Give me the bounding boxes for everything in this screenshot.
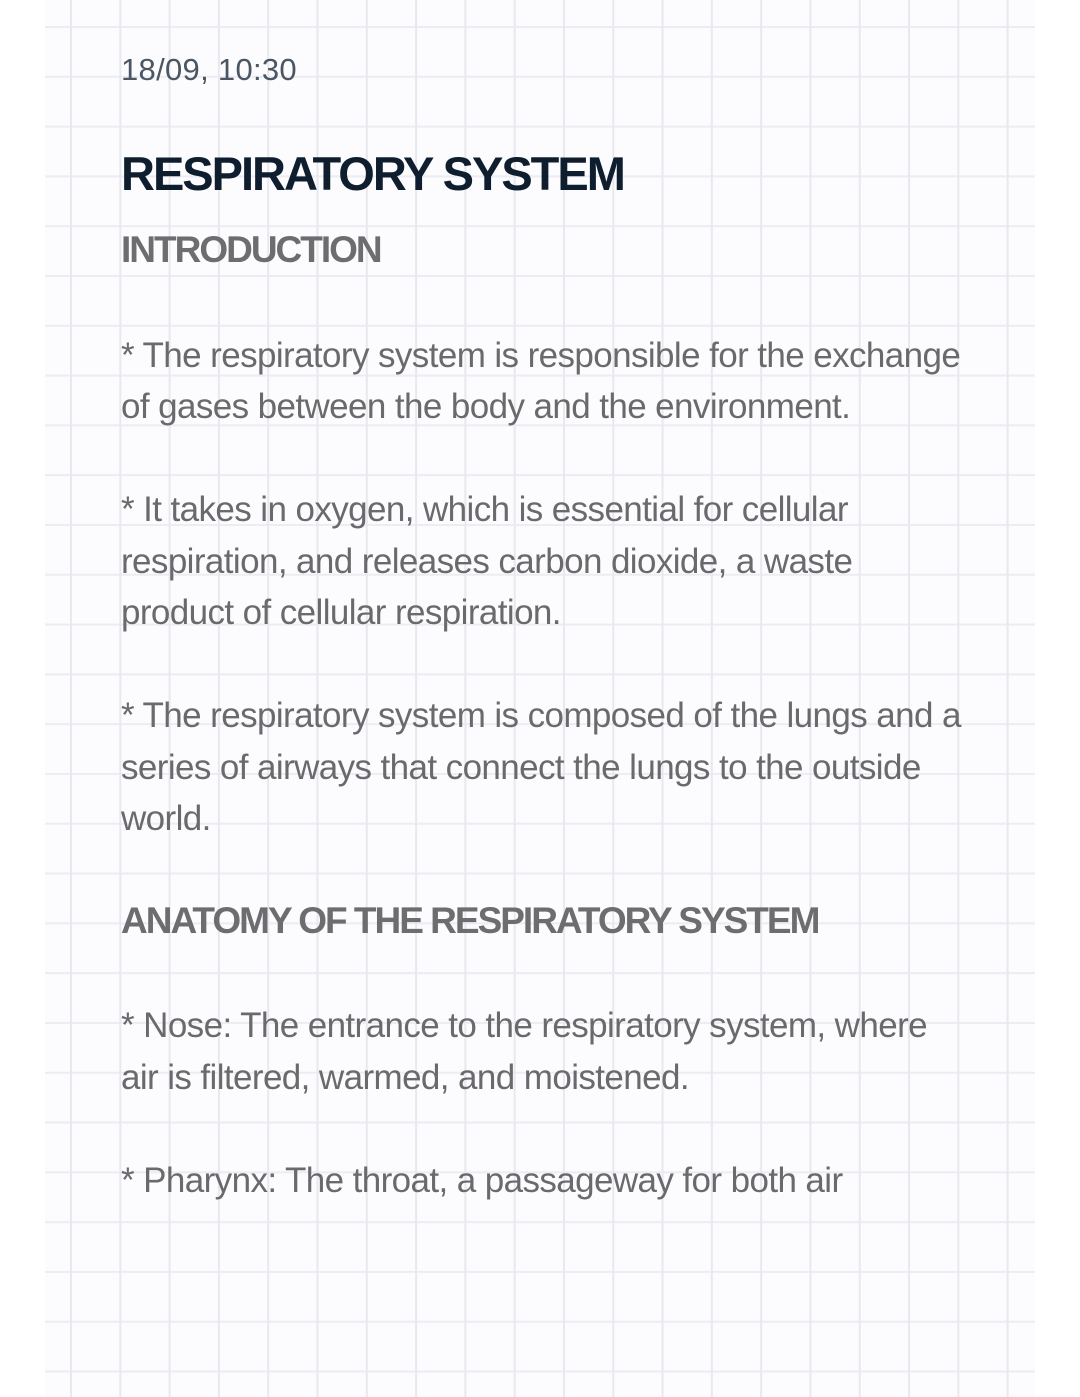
paragraph: * The respiratory system is composed of the lungs and a series of airways that connect the lungs to the outside world. [121, 696, 961, 838]
note-timestamp: 18/09, 10:30 [121, 52, 297, 87]
note-content [121, 52, 961, 1206]
paragraph: * It takes in oxygen, which is essential for cellular respiration, and releases carbon dioxide, a waste product of cellular respiration. [121, 490, 853, 632]
paragraph: * Nose: The entrance to the respiratory system, where air is filtered, warmed, and moistened. [121, 1006, 927, 1097]
paragraph: * The respiratory system is responsible for the exchange of gases between the body and the environment. [121, 335, 961, 426]
section-heading: ANATOMY OF THE RESPIRATORY SYSTEM [121, 899, 819, 941]
note-title: RESPIRATORY SYSTEM [121, 147, 624, 200]
paragraph: * Pharynx: The throat, a passageway for both air [121, 1160, 843, 1200]
section-heading: INTRODUCTION [121, 229, 381, 270]
